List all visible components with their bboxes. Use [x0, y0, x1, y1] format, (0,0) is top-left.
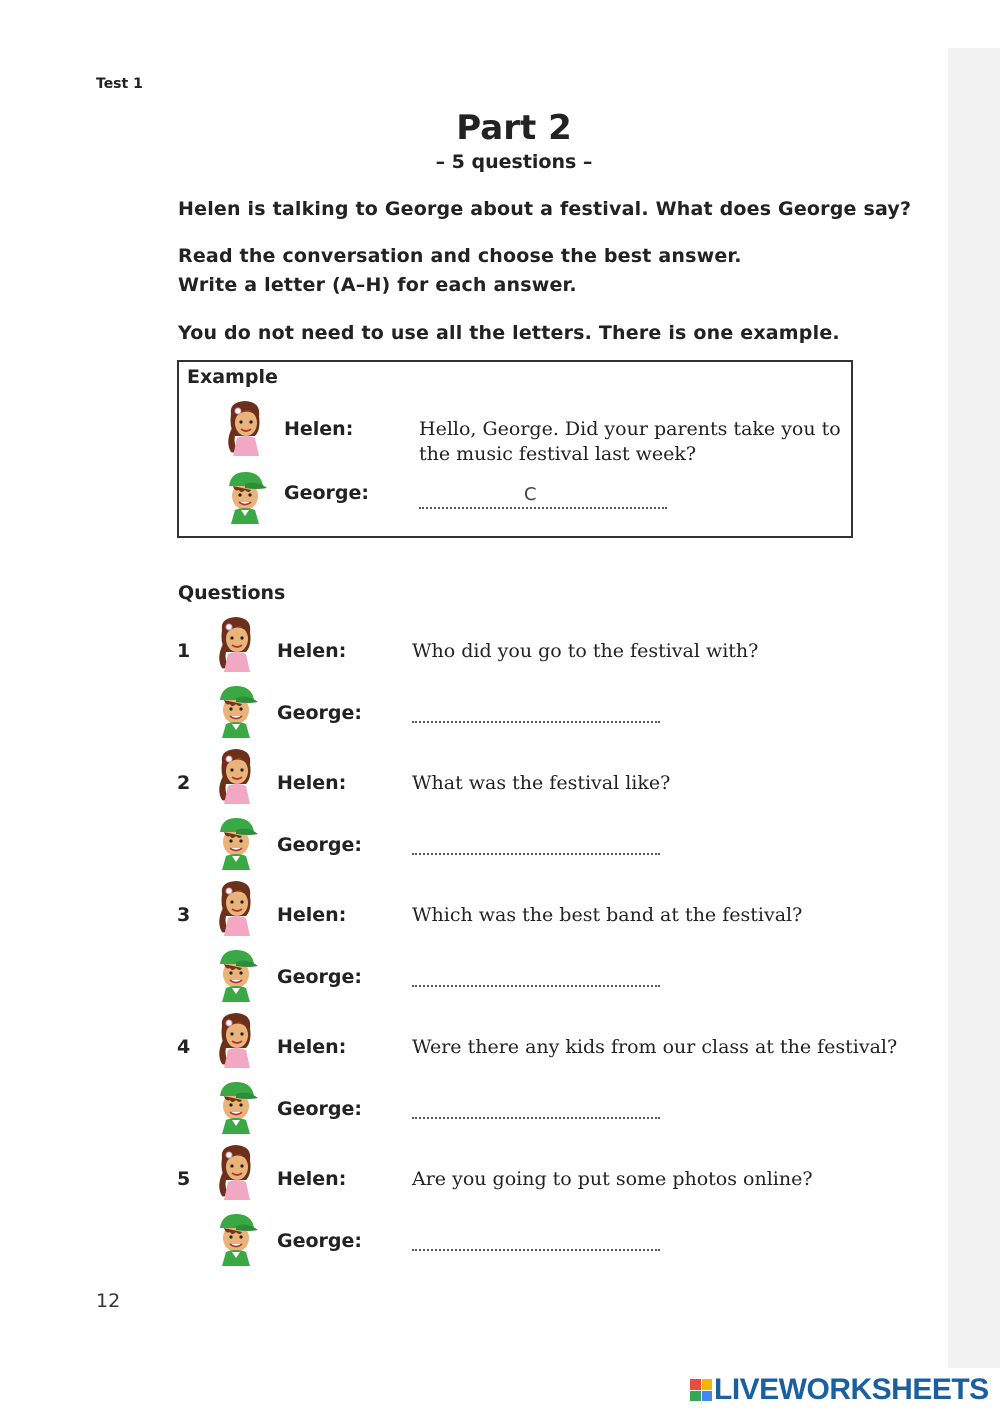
question-number: 1	[177, 640, 191, 662]
question-george-label: George:	[277, 1230, 362, 1252]
question-helen-text: What was the festival like?	[412, 772, 671, 794]
logo-mark-icon	[690, 1379, 712, 1401]
helen-avatar-icon	[212, 1010, 260, 1068]
answer-line-1[interactable]	[412, 720, 660, 723]
instruction-write: Write a letter (A–H) for each answer.	[178, 274, 577, 296]
question-helen-label: Helen:	[277, 640, 347, 662]
helen-avatar-icon	[212, 878, 260, 936]
question-number: 5	[177, 1168, 191, 1190]
question-number: 2	[177, 772, 191, 794]
helen-avatar-icon	[212, 614, 260, 672]
question-george-label: George:	[277, 966, 362, 988]
question-george-label: George:	[277, 702, 362, 724]
question-helen-text: Which was the best band at the festival?	[412, 904, 803, 926]
question-helen-label: Helen:	[277, 1036, 347, 1058]
answer-line-3[interactable]	[412, 984, 660, 987]
helen-avatar-icon	[221, 398, 269, 456]
george-avatar-icon	[212, 812, 260, 870]
question-helen-label: Helen:	[277, 904, 347, 926]
example-title: Example	[187, 366, 278, 388]
questions-heading: Questions	[178, 582, 286, 604]
question-number: 4	[177, 1036, 191, 1058]
george-avatar-icon	[212, 1208, 260, 1266]
question-george-label: George:	[277, 1098, 362, 1120]
example-helen-line2: the music festival last week?	[419, 443, 697, 465]
example-helen-label: Helen:	[284, 418, 354, 440]
example-george-label: George:	[284, 482, 369, 504]
logo-text: LIVEWORKSHEETS	[714, 1373, 989, 1406]
page-edge-shadow	[948, 48, 1000, 1368]
question-george-label: George:	[277, 834, 362, 856]
part-subtitle: – 5 questions –	[435, 151, 593, 173]
page-number: 12	[96, 1290, 121, 1312]
george-avatar-icon	[212, 944, 260, 1002]
answer-line-2[interactable]	[412, 852, 660, 855]
george-avatar-icon	[221, 466, 269, 524]
question-number: 3	[177, 904, 191, 926]
instruction-context: Helen is talking to George about a festival. What does George say?	[178, 198, 912, 220]
question-helen-text: Were there any kids from our class at the festival?	[412, 1036, 898, 1058]
helen-avatar-icon	[212, 746, 260, 804]
answer-line-4[interactable]	[412, 1116, 660, 1119]
george-avatar-icon	[212, 680, 260, 738]
answer-line-5[interactable]	[412, 1248, 660, 1251]
example-box	[177, 360, 853, 538]
example-answer: C	[524, 484, 537, 505]
part-title: Part 2	[456, 108, 572, 148]
liveworksheets-logo	[690, 1372, 989, 1408]
question-helen-text: Who did you go to the festival with?	[412, 640, 759, 662]
example-helen-line1: Hello, George. Did your parents take you to	[419, 418, 841, 440]
test-label: Test 1	[96, 76, 143, 92]
helen-avatar-icon	[212, 1142, 260, 1200]
question-helen-label: Helen:	[277, 1168, 347, 1190]
instruction-letters: You do not need to use all the letters. There is one example.	[178, 322, 840, 344]
question-helen-text: Are you going to put some photos online?	[412, 1168, 813, 1190]
example-answer-line	[419, 506, 667, 509]
instruction-read: Read the conversation and choose the best answer.	[178, 245, 742, 267]
george-avatar-icon	[212, 1076, 260, 1134]
question-helen-label: Helen:	[277, 772, 347, 794]
